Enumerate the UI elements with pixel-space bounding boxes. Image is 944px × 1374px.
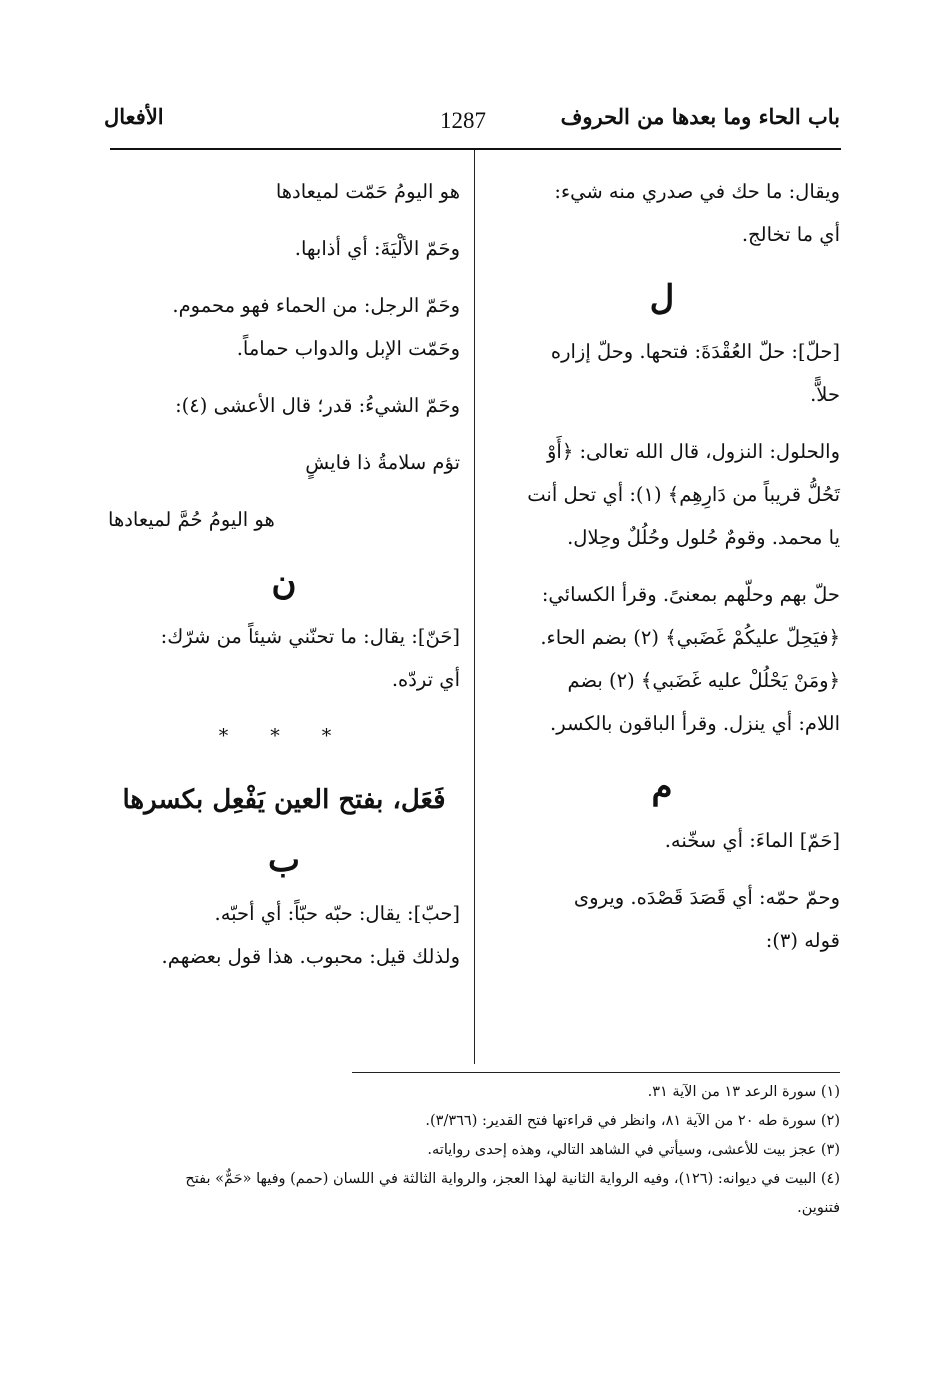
verse bbox=[108, 441, 460, 484]
text-line: ويقال: ما حك في صدري منه شيء: bbox=[554, 180, 840, 203]
text-line: وحَمّ الألْيَةَ: أي أذابها. bbox=[294, 237, 460, 260]
running-header-title: باب الحاء وما بعدها من الحروف bbox=[560, 104, 840, 129]
verse bbox=[108, 170, 460, 213]
text-line: قوله (٣): bbox=[765, 929, 840, 952]
text-line: [حلّ]: حلّ العُقْدَةَ: فتحها. وحلّ إزاره bbox=[550, 340, 840, 363]
entry-hann bbox=[108, 615, 460, 701]
paragraph bbox=[108, 384, 460, 427]
running-header-section: الأفعال bbox=[104, 104, 164, 129]
text-line: اللام: أي ينزل. وقرأ الباقون بالكسر. bbox=[550, 712, 840, 735]
text-line: ﴿فيَحِلّ عليكُمْ غَضَبي﴾ (٢) بضم الحاء. bbox=[540, 626, 840, 649]
footnote-4: (٤) البيت في ديوانه: (١٢٦)، وفيه الرواية الثانية لهذا العجز، والرواية الثالثة في اللسان (حمم) وفيها «حَمٌّ» بفتح bbox=[185, 1171, 840, 1187]
entry-hall bbox=[484, 330, 840, 416]
paragraph bbox=[484, 573, 840, 745]
text-line: وحَمّ الرجل: من الحماء فهو محموم. bbox=[172, 294, 460, 317]
text-line: يا محمد. وقومٌ حُلول وحُلُلٌ وحِلال. bbox=[567, 526, 840, 549]
entry-habb bbox=[108, 892, 460, 978]
text-line: أي تردّه. bbox=[391, 668, 460, 691]
page-number: 1287 bbox=[440, 108, 486, 133]
text-line: [حبّ]: يقال: حبّه حبّاً: أي أحبّه. bbox=[214, 902, 460, 925]
column-divider bbox=[474, 150, 475, 1064]
chapter-heading: فَعَل، بفتح العين يَفْعِل بكسرها bbox=[122, 785, 446, 815]
paragraph bbox=[484, 430, 840, 559]
text-line: ﴿ومَنْ يَحْلُلْ عليه غَضَبي﴾ (٢) بضم bbox=[567, 669, 840, 692]
section-letter-lam: ل bbox=[649, 278, 675, 318]
paragraph bbox=[484, 170, 840, 256]
verse-line: هو اليومُ حَمّت لميعادها bbox=[275, 180, 460, 203]
text-line: حلاًّ. bbox=[810, 383, 840, 406]
footnote-3: (٣) عجز بيت للأعشى، وسيأتي في الشاهد التالي، وهذه إحدى رواياته. bbox=[427, 1142, 840, 1158]
section-letter-ba: ب bbox=[267, 840, 300, 880]
footnote-rule bbox=[352, 1072, 840, 1073]
verse-line: تؤم سلامةُ ذا فايشٍ bbox=[305, 451, 460, 474]
text-line: والحلول: النزول، قال الله تعالى: ﴿أَوْ bbox=[546, 440, 840, 463]
text-line: وحَمّت الإبل والدواب حماماً. bbox=[236, 337, 460, 360]
footnote-1: (١) سورة الرعد ١٣ من الآية ٣١. bbox=[647, 1084, 840, 1100]
header-rule bbox=[110, 148, 841, 150]
section-letter-mim: م bbox=[651, 767, 673, 807]
right-column bbox=[484, 170, 840, 976]
text-line: وحَمّ الشيءُ: قدر؛ قال الأعشى (٤): bbox=[175, 394, 460, 417]
paragraph bbox=[484, 876, 840, 962]
footnote-4-continuation: فتنوين. bbox=[797, 1200, 840, 1216]
section-letter-nun: ن bbox=[271, 563, 297, 603]
verse bbox=[108, 498, 460, 541]
entry-hamm bbox=[484, 819, 840, 862]
text-line: [حَمّ] الماءَ: أي سخّنه. bbox=[664, 829, 840, 852]
text-line: ولذلك قيل: محبوب. هذا قول بعضهم. bbox=[161, 945, 460, 968]
text-line: أي ما تخالج. bbox=[741, 223, 840, 246]
left-column bbox=[108, 170, 460, 992]
section-separator-stars: * * * bbox=[218, 725, 350, 747]
paragraph bbox=[108, 284, 460, 370]
text-line: [حَنّ]: يقال: ما تحنّني شيئاً من شرّك: bbox=[160, 625, 460, 648]
footnote-2: (٢) سورة طه ٢٠ من الآية ٨١، وانظر في قراءتها فتح القدير: (٣/٣٦٦). bbox=[425, 1113, 840, 1129]
paragraph bbox=[108, 227, 460, 270]
text-line: وحمّ حمّه: أي قَصَدَ قَصْدَه. ويروى bbox=[573, 886, 840, 909]
text-line: حلّ بهم وحلّهم بمعنىً. وقرأ الكسائي: bbox=[541, 583, 840, 606]
verse-line: هو اليومُ حُمَّ لميعادها bbox=[108, 508, 275, 531]
text-line: تَحُلُّ قريباً من دَارِهِم﴾ (١): أي تحل أنت bbox=[527, 483, 840, 506]
footnotes bbox=[104, 1078, 840, 1223]
